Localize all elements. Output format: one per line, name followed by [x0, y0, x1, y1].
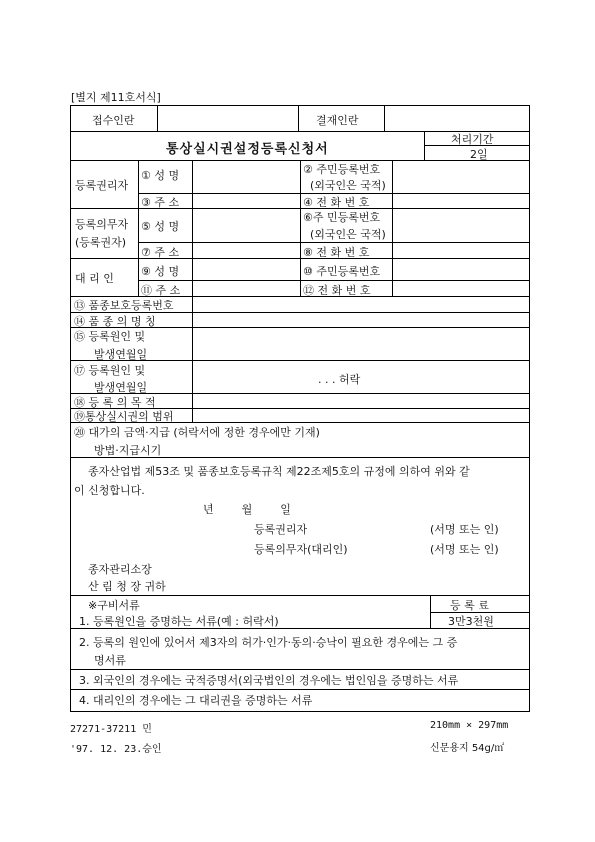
- registrant-label: 등록권리자: [75, 179, 129, 192]
- recipient-line-1: 종자관리소장: [88, 563, 152, 576]
- approval-label: 결재인란: [316, 114, 359, 127]
- declaration-date: 년 월 일: [203, 503, 291, 516]
- item-20-label: ⑳ 대가의 금액·지급 (허락서에 정한 경우에만 기재): [74, 426, 320, 439]
- registrant-id-sublabel: (외국인은 국적): [310, 179, 386, 192]
- item-13-label: ⑬ 품종보호등록번호: [74, 299, 174, 312]
- item-19-label: ⑲통상실시권의 범위: [74, 410, 174, 423]
- processing-period-value: 2일: [470, 148, 488, 161]
- agent-id-label: ⑩ 주민등록번호: [303, 265, 381, 278]
- item-14-label: ⑭ 품 종 의 명 칭: [74, 315, 156, 328]
- agent-phone-label: ⑫ 전 화 번 호: [303, 284, 371, 297]
- item-15-sublabel: 발생연월일: [94, 348, 148, 361]
- signer-registrant-sign: (서명 또는 인): [430, 523, 499, 536]
- registrant-phone-label: ④ 전 화 번 호: [303, 196, 370, 209]
- declaration-line-1: 종자산업법 제53조 및 품종보호등록규칙 제22조제5호의 규정에 의하여 위와 같: [88, 465, 470, 478]
- item-20-sublabel: 방법·지급시기: [94, 444, 162, 457]
- agent-name-label: ⑨ 성 명: [141, 265, 180, 278]
- registrant-id-label: ② 주민등록번호: [303, 163, 381, 176]
- signer-registrant: 등록권리자: [254, 523, 308, 536]
- documents-header: ※구비서류: [88, 599, 140, 612]
- footer-approval: '97. 12. 23.승인: [70, 744, 162, 755]
- item-17-sublabel: 발생연월일: [94, 381, 148, 394]
- registrant-name-label: ① 성 명: [141, 169, 180, 182]
- registrant-address-label: ③ 주 소: [141, 196, 180, 209]
- document-item-3: 3. 외국인의 경우에는 국적증명서(외국법인의 경우에는 법인임을 증명하는 서류: [79, 674, 459, 687]
- obligor-label: 등록의무자: [75, 218, 129, 231]
- item-18-label: ⑱ 등 록 의 목 적: [74, 396, 156, 409]
- fee-label: 등 록 료: [450, 599, 489, 612]
- form-title: 통상실시권설정등록신청서: [166, 142, 329, 157]
- declaration-line-2: 이 신청합니다.: [74, 484, 145, 497]
- item-17-value: . . . 허락: [318, 373, 361, 386]
- obligor-id-sublabel: (외국인은 국적): [310, 228, 386, 241]
- obligor-name-label: ⑤ 성 명: [141, 220, 180, 233]
- document-item-2-cont: 명서류: [94, 654, 126, 667]
- processing-period-label: 처리기간: [451, 133, 494, 146]
- footer-code: 27271-37211 민: [70, 724, 152, 735]
- item-15-label: ⑮ 등록원인 및: [74, 330, 146, 343]
- document-item-2: 2. 등록의 원인에 있어서 제3자의 허가·인가·동의·승낙이 필요한 경우에는 그 증: [79, 636, 458, 649]
- receipt-label: 접수인란: [92, 114, 135, 127]
- footer-paper-size: 210mm × 297mm: [430, 720, 509, 731]
- agent-label: 대 리 인: [75, 272, 114, 285]
- document-item-1: 1. 등록원인을 증명하는 서류(예 : 허락서): [79, 615, 279, 628]
- footer-paper-type: 신문용지 54g/㎡: [430, 743, 505, 754]
- obligor-sublabel: (등록권자): [75, 236, 127, 249]
- agent-address-label: ⑪ 주 소: [141, 284, 181, 297]
- obligor-id-label: ⑥주 민등록번호: [303, 211, 381, 224]
- signer-obligor-sign: (서명 또는 인): [430, 543, 499, 556]
- document-item-4: 4. 대리인의 경우에는 그 대리권을 증명하는 서류: [79, 694, 313, 707]
- recipient-line-2: 산 림 청 장 귀하: [88, 580, 166, 593]
- obligor-address-label: ⑦ 주 소: [141, 246, 180, 259]
- fee-value: 3만3천원: [448, 615, 494, 628]
- item-17-label: ⑰ 등록원인 및: [74, 364, 146, 377]
- obligor-phone-label: ⑧ 전 화 번 호: [303, 246, 370, 259]
- form-number-label: [별지 제11호서식]: [71, 91, 161, 104]
- signer-obligor: 등록의무자(대리인): [254, 543, 348, 556]
